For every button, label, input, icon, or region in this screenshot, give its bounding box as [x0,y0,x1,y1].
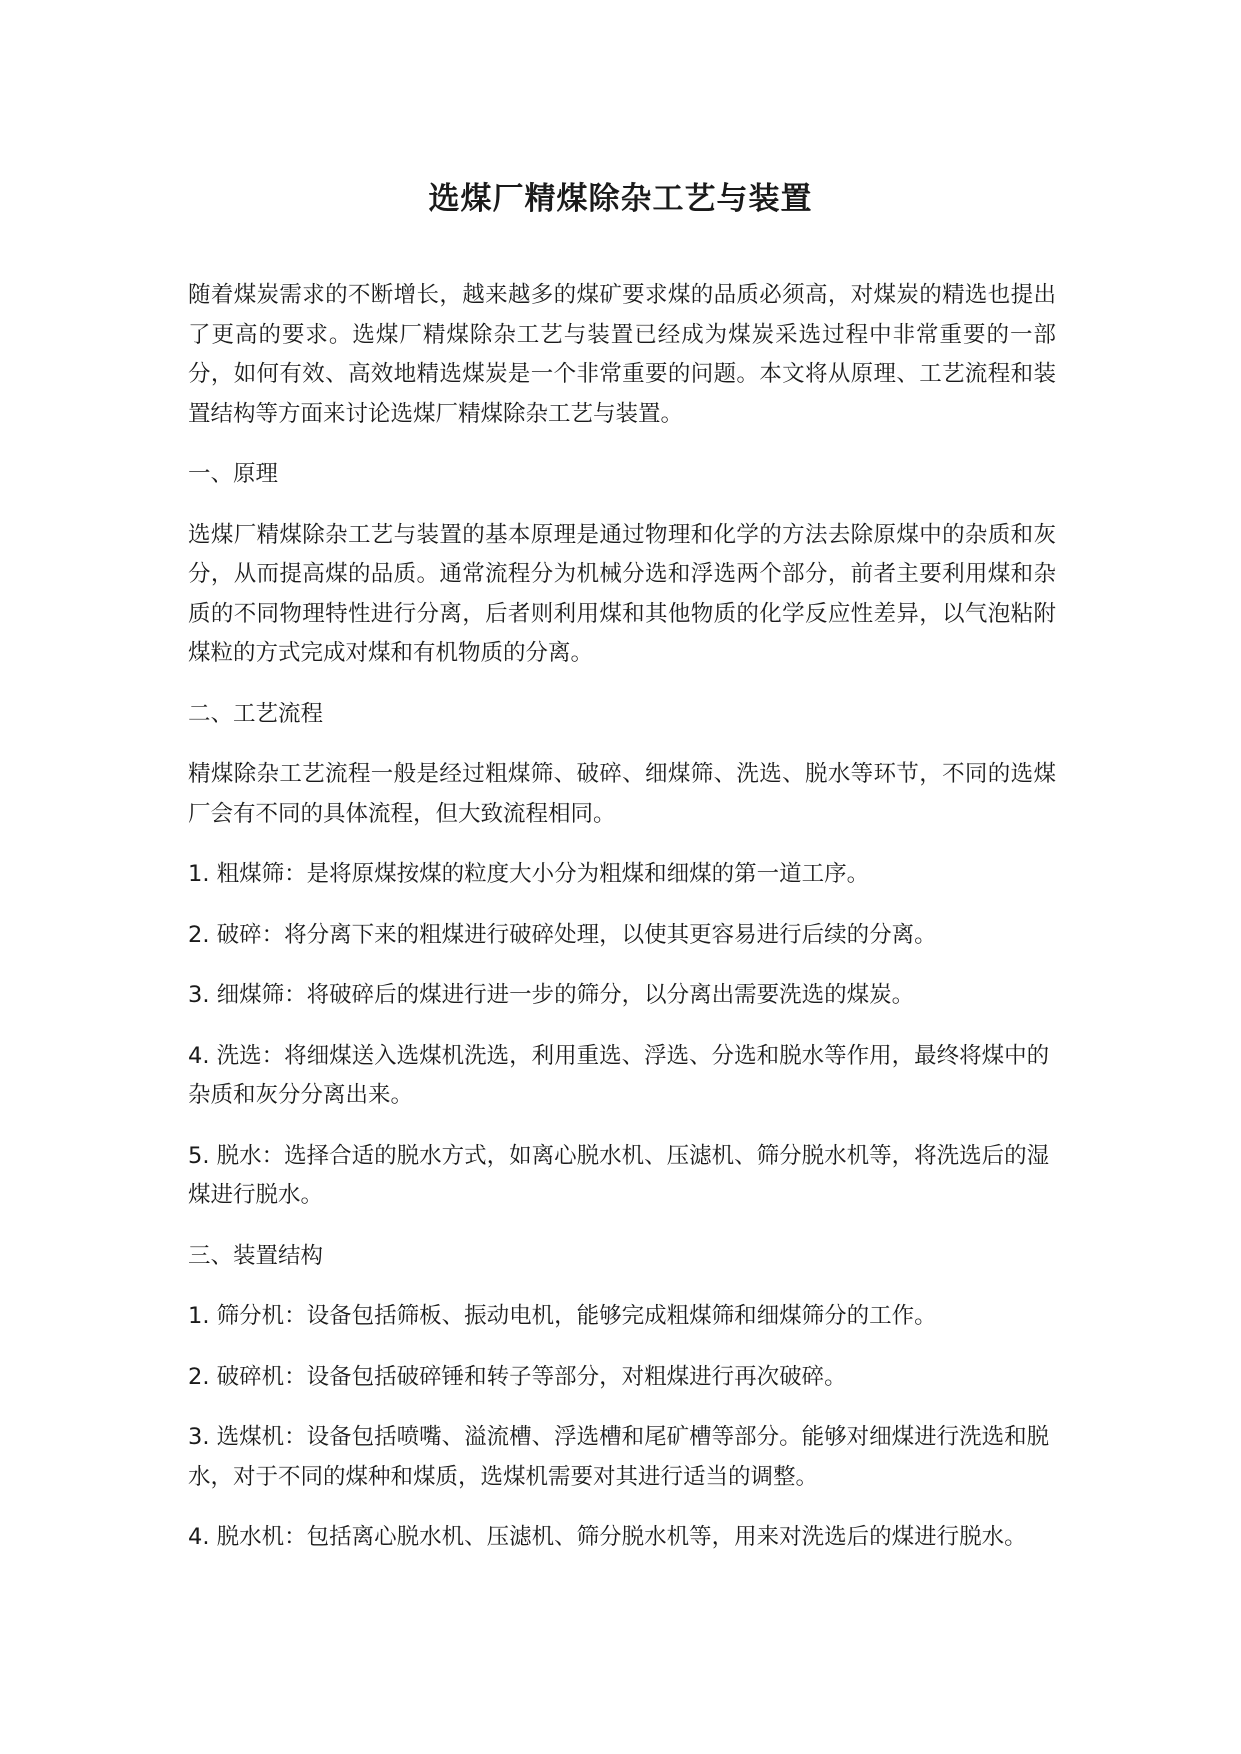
section-heading-process: 二、工艺流程 [188,700,324,727]
equipment-item: 4. 脱水机：包括离心脱水机、压滤机、筛分脱水机等，用来对洗选后的煤进行脱水。 [188,1524,1027,1550]
equipment-item: 2. 破碎机：设备包括破碎锤和转子等部分，对粗煤进行再次破碎。 [188,1363,847,1390]
section-heading-principle: 一、原理 [188,461,279,487]
intro-paragraph: 随着煤炭需求的不断增长，越来越多的煤矿要求煤的品质必须高，对煤炭的精选也提出了更高的要求。选煤厂精煤除杂工艺与装置已经成为煤炭采选过程中非常重要的一部分，如何有效、高效地精选煤炭是一个非常重要的问题。本文将从原理、工艺流程和装置结构等方面来讨论选煤厂精煤除杂工艺与装置。 [188,282,1056,427]
process-item: 1. 粗煤筛：是将原煤按煤的粒度大小分为粗煤和细煤的第一道工序。 [188,861,870,887]
process-paragraph: 精煤除杂工艺流程一般是经过粗煤筛、破碎、细煤筛、洗选、脱水等环节，不同的选煤厂会有不同的具体流程，但大致流程相同。 [188,761,1056,827]
process-item: 2. 破碎：将分离下来的粗煤进行破碎处理，以使其更容易进行后续的分离。 [188,921,937,948]
document-body [188,276,1056,1558]
principle-paragraph: 选煤厂精煤除杂工艺与装置的基本原理是通过物理和化学的方法去除原煤中的杂质和灰分，从而提高煤的品质。通常流程分为机械分选和浮选两个部分，前者主要利用煤和杂质的不同物理特性进行分离，后者则利用煤和其他物质的化学反应性差异，以气泡粘附煤粒的方式完成对煤和有机物质的分离。 [188,521,1056,666]
document-title: 选煤厂精煤除杂工艺与装置 [428,181,813,217]
process-item: 3. 细煤筛：将破碎后的煤进行进一步的筛分，以分离出需要洗选的煤炭。 [188,982,915,1008]
process-item: 4. 洗选：将细煤送入选煤机洗选，利用重选、浮选、分选和脱水等作用，最终将煤中的杂质和灰分分离出来。 [188,1042,1050,1108]
equipment-item: 1. 筛分机：设备包括筛板、振动电机，能够完成粗煤筛和细煤筛分的工作。 [188,1303,937,1329]
process-item: 5. 脱水：选择合适的脱水方式，如离心脱水机、压滤机、筛分脱水机等，将洗选后的湿煤进行脱水。 [188,1142,1050,1208]
equipment-item: 3. 选煤机：设备包括喷嘴、溢流槽、浮选槽和尾矿槽等部分。能够对细煤进行洗选和脱水，对于不同的煤种和煤质，选煤机需要对其进行适当的调整。 [188,1424,1050,1490]
section-heading-equipment: 三、装置结构 [188,1242,324,1269]
